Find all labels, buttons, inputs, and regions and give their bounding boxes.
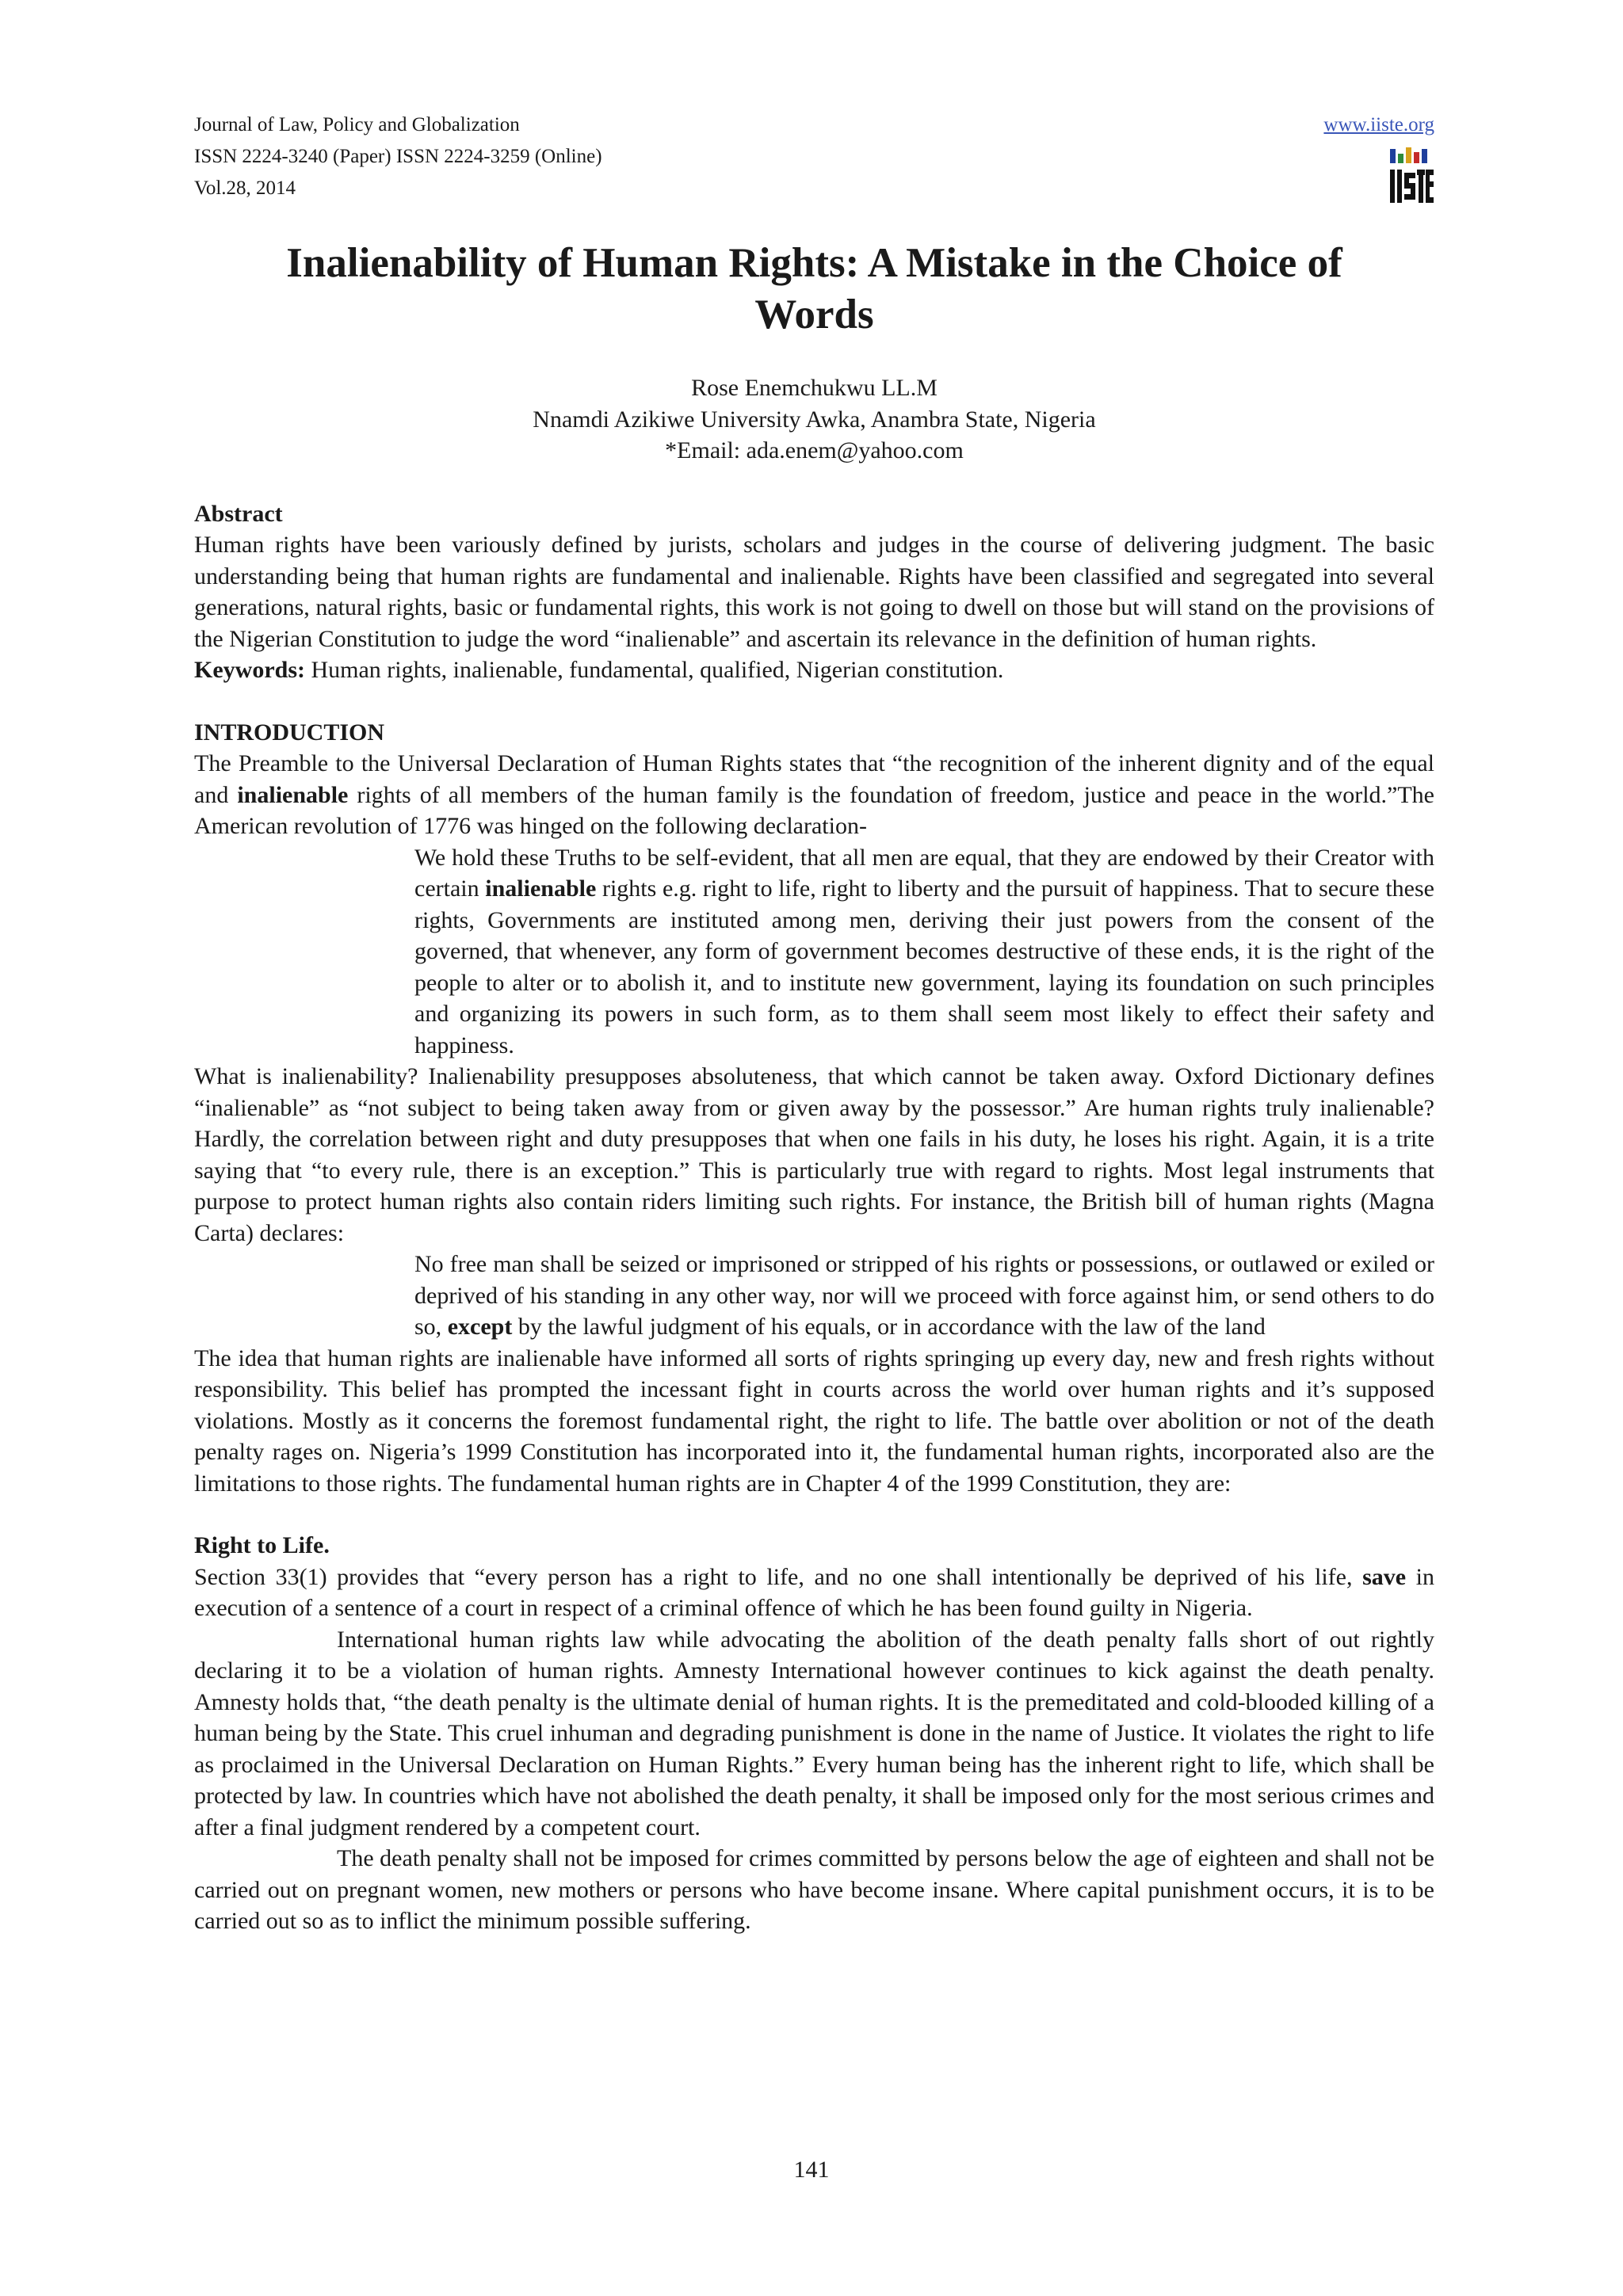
quote1-text-b: rights e.g. right to life, right to liberty and the pursuit of happiness. That to secure these rights, Governments are instituted among men, deriving their just powers from the consent of the governed, that whenever, any form of government becomes destructive of these ends, it is the right of the people to alter or to abolish it, and to institute new government, laying its foundation on such principles and organizing its powers in such form, as to them shall seem most likely to effect their safety and happiness. bbox=[414, 875, 1434, 1058]
life-p1-text-a: Section 33(1) provides that “every person has a right to life, and no one shall intentionally be deprived of his life, bbox=[194, 1563, 1363, 1590]
keywords-text: Human rights, inalienable, fundamental, qualified, Nigerian constitution. bbox=[304, 657, 1004, 683]
life-p1-bold: save bbox=[1362, 1563, 1407, 1590]
abstract-text: Human rights have been variously defined by jurists, scholars and judges in the course of delivering judgment. The basic understanding being that human rights are fundamental and inalienable. Rights have been classified and segregated into several generations, natural rights, basic or fundamental rights, this work is not going to dwell on those but will stand on the provisions of the Nigerian Constitution to judge the word “inalienable” and ascertain its relevance in the definition of human rights. bbox=[194, 532, 1434, 652]
paper-title: Inalienability of Human Rights: A Mistake in the Choice of Words bbox=[286, 240, 1342, 338]
magna-carta-quote bbox=[414, 1249, 1434, 1343]
quote1-text-a: We hold these Truths to be self-evident, that all men are equal, that they are endowed by their Creator with certain bbox=[414, 844, 1434, 902]
right-to-life-heading: Right to Life. bbox=[194, 1532, 330, 1558]
quote2-bold: except bbox=[447, 1314, 513, 1340]
declaration-quote bbox=[414, 842, 1434, 1062]
quote1-bold: inalienable bbox=[485, 875, 597, 902]
journal-volume: Vol.28, 2014 bbox=[194, 177, 296, 199]
journal-issn: ISSN 2224-3240 (Paper) ISSN 2224-3259 (Online) bbox=[194, 146, 602, 167]
page-header bbox=[194, 109, 1434, 204]
page-number: 141 bbox=[793, 2157, 830, 2183]
intro-p1-bold: inalienable bbox=[237, 781, 349, 808]
article-body bbox=[194, 238, 1434, 1937]
introduction-heading: INTRODUCTION bbox=[194, 719, 385, 746]
author-name: Rose Enemchukwu LL.M bbox=[691, 375, 938, 401]
quote2-text-b: by the lawful judgment of his equals, or in accordance with the law of the land bbox=[512, 1314, 1266, 1340]
intro-p1-text-b: rights of all members of the human family is the foundation of freedom, justice and peace in the world.”The American revolution of 1776 was hinged on the following declaration- bbox=[194, 781, 1434, 839]
author-block bbox=[194, 372, 1434, 467]
keywords-label: Keywords: bbox=[194, 657, 305, 683]
abstract-heading: Abstract bbox=[194, 500, 283, 527]
intro-paragraph-2: What is inalienability? Inalienability presupposes absoluteness, that which cannot be taken away. Oxford Dictionary defines “inalienable” as “not subject to being taken away from or given away by the possessor.” Are human rights truly inalienable? Hardly, the correlation between right and duty presupposes that when one fails in his duty, he loses his right. Again, it is a trite saying that “to every rule, there is an exception.” This is particularly true with regard to rights. Most legal instruments that purpose to protect human rights also contain riders limiting such rights. For instance, the British bill of human rights (Magna Carta) declares: bbox=[194, 1063, 1434, 1246]
life-p1-text-b: in execution of a sentence of a court in respect of a criminal offence of which he has been found guilty in Nigeria. bbox=[194, 1563, 1434, 1621]
intro-paragraph-3: The idea that human rights are inalienable have informed all sorts of rights springing up every day, new and fresh rights without responsibility. This belief has prompted the incessant fight in courts across the world over human rights and it’s supposed violations. Mostly as it concerns the foremost fundamental right, the right to life. The battle over abolition or not of the death penalty rages on. Nigeria’s 1999 Constitution has incorporated into it, the fundamental human rights, incorporated also are the limitations to those rights. The fundamental human rights are in Chapter 4 of the 1999 Constitution, they are: bbox=[194, 1344, 1434, 1497]
life-paragraph-1 bbox=[194, 1562, 1434, 1624]
journal-name: Journal of Law, Policy and Globalization bbox=[194, 114, 520, 135]
quote2-text-a: No free man shall be seized or imprisoned or stripped of his rights or possessions, or outlawed or exiled or deprived of his standing in any other way, nor will we proceed with force against him, or send others to do so, bbox=[414, 1251, 1434, 1340]
intro-p1-text-a: The Preamble to the Universal Declaration of Human Rights states that “the recognition of the inherent dignity and of the equal and bbox=[194, 750, 1434, 808]
life-paragraph-3: The death penalty shall not be imposed for crimes committed by persons below the age of eighteen and shall not be carried out on pregnant women, new mothers or persons who have become insane. Where capital punishment occurs, it is to be carried out so as to inflict the minimum possible suffering. bbox=[194, 1845, 1434, 1934]
author-affiliation: Nnamdi Azikiwe University Awka, Anambra State, Nigeria bbox=[533, 406, 1096, 433]
intro-paragraph-1 bbox=[194, 748, 1434, 842]
journal-url-link[interactable]: www.iiste.org bbox=[1323, 114, 1434, 135]
life-paragraph-2: International human rights law while advocating the abolition of the death penalty falls short of out rightly declaring it to be a violation of human rights. Amnesty International however continues to kick against the death penalty. Amnesty holds that, “the death penalty is the ultimate denial of human rights. It is the premeditated and cold-blooded killing of a human being by the State. This cruel inhuman and degrading punishment is done in the name of Justice. It violates the right to life as proclaimed in the Universal Declaration on Human Rights.” Every human being has the inherent right to life, which shall be protected by law. In countries which have not abolished the death penalty, it shall be imposed only for the most serious crimes and after a final judgment rendered by a competent court. bbox=[194, 1626, 1434, 1840]
iiste-logo bbox=[1388, 146, 1434, 206]
keywords-line bbox=[194, 654, 1434, 686]
author-email: *Email: ada.enem@yahoo.com bbox=[665, 437, 964, 463]
